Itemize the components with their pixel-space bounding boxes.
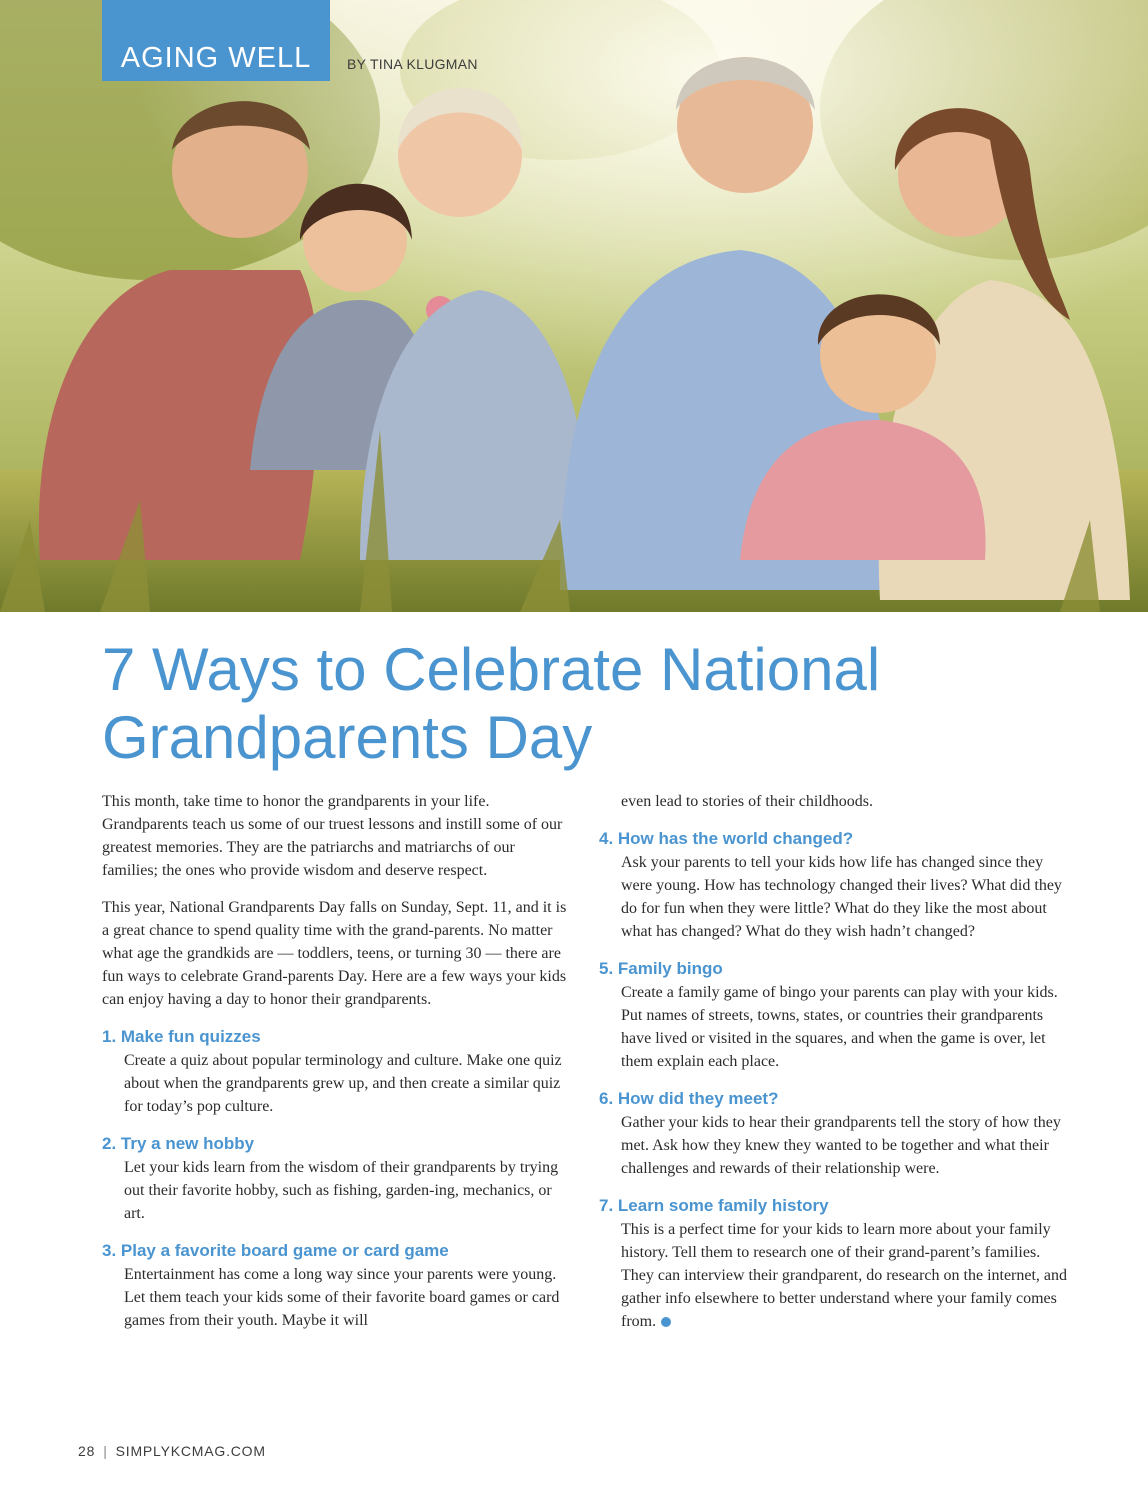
tip-3-continued: even lead to stories of their childhoods. <box>621 793 873 810</box>
page-footer <box>78 1443 266 1459</box>
title-line-1: 7 Ways to Celebrate National <box>102 636 881 703</box>
intro-paragraph-2: This year, National Grandparents Day falls on Sunday, Sept. 11, and it is a great chance to spend quality time with the grand-parents. No matter what age the grandkids are — toddlers, teens, or turning 30 — there are fun ways to celebrate Grand-parents Day. Here are a few ways your kids can enjoy having a day to honor their grandparents. <box>102 899 567 1008</box>
tip-body-wrapper <box>621 1218 1069 1333</box>
hero-photo <box>0 0 1148 612</box>
byline: BY TINA KLUGMAN <box>347 56 478 72</box>
end-mark-icon <box>661 1317 671 1327</box>
tip-heading: 1. Make fun quizzes <box>102 1027 261 1046</box>
tip-4 <box>599 827 1069 943</box>
tip-3 <box>102 1239 572 1332</box>
tip-body: Create a quiz about popular terminology and culture. Make one quiz about when the grandparents grew up, and then create a similar quiz for today’s pop culture. <box>124 1052 562 1115</box>
tip-heading: 2. Try a new hobby <box>102 1134 255 1153</box>
footer-separator: | <box>103 1443 108 1459</box>
page-number: 28 <box>78 1443 96 1459</box>
title-line-2: Grandparents Day <box>102 704 593 771</box>
article-title <box>102 636 1102 772</box>
tip-2 <box>102 1132 572 1225</box>
tip-body: Let your kids learn from the wisdom of their grandparents by trying out their favorite hobby, such as fishing, garden-ing, mechanics, or art. <box>124 1159 559 1222</box>
tip-heading: 6. How did they meet? <box>599 1089 779 1108</box>
tip-body: Gather your kids to hear their grandparents tell the story of how they met. Ask how they knew they wanted to be together and what their challenges and rewards of their relationship were. <box>621 1114 1061 1177</box>
intro-paragraph-1: This month, take time to honor the grandparents in your life. Grandparents teach us some of our truest lessons and instill some of our greatest memories. They are the patriarchs and matriarchs of our families; the ones who provide wisdom and deserve respect. <box>102 793 563 879</box>
tip-body: Create a family game of bingo your parents can play with your kids. Put names of streets, towns, states, or countries their grandparents have lived or visited in the squares, and when the game is over, let them explain each place. <box>621 984 1058 1070</box>
tip-7 <box>599 1194 1069 1333</box>
tip-1 <box>102 1025 572 1118</box>
tip-body: This is a perfect time for your kids to learn more about your family history. Tell them to research one of their grand-parent’s families. They can interview their grandparent, do research on the internet, and gather info elsewhere to better understand where your family comes from. <box>621 1221 1068 1330</box>
tip-5 <box>599 957 1069 1073</box>
tip-6 <box>599 1087 1069 1180</box>
tip-body: Ask your parents to tell your kids how life has changed since they were young. How has technology changed their lives? What did they do for fun when they were little? What do they like the most about what has changed? What do they wish hadn’t changed? <box>621 854 1062 940</box>
tip-heading: 5. Family bingo <box>599 959 723 978</box>
section-label: AGING WELL <box>102 0 330 81</box>
tip-heading: 3. Play a favorite board game or card game <box>102 1241 449 1260</box>
right-column <box>599 790 1069 1347</box>
site-name: SIMPLYKCMAG.COM <box>115 1443 266 1459</box>
left-column <box>102 790 572 1346</box>
tip-heading: 7. Learn some family history <box>599 1196 829 1215</box>
tip-heading: 4. How has the world changed? <box>599 829 854 848</box>
family-photo-illustration <box>0 0 1148 612</box>
tip-body: Entertainment has come a long way since your parents were young. Let them teach your kids some of their favorite board games or card games from their youth. Maybe it will <box>124 1266 560 1329</box>
